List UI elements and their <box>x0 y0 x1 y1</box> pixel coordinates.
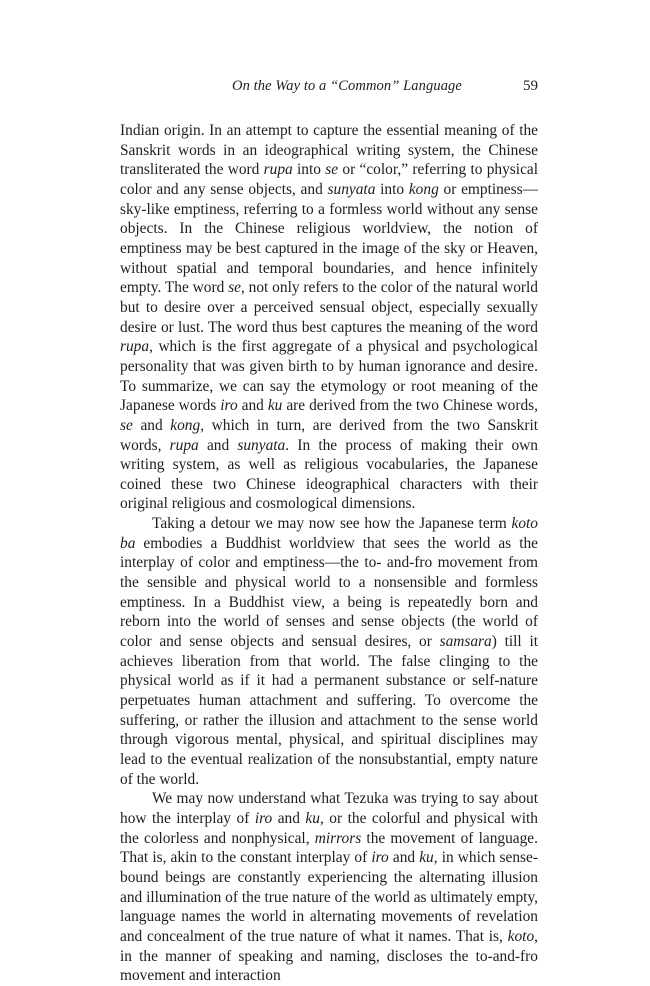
text-run: , which in turn, are derived from the two Sanskrit words, <box>120 416 538 454</box>
text-run: Indian origin. In an attempt to capture the essential meaning of the Sanskrit words in an ideographical writing system, the Chinese transliterated the word <box>120 122 538 179</box>
text-run: and <box>388 849 420 867</box>
text-run: into <box>375 180 409 198</box>
text-run: , or the colorful and physical with the colorless and nonphysical, <box>120 809 538 847</box>
text-run: , not only refers to the color of the natural world but to desire over a perceived sensual object, especially sexually desire or lust. The word thus best captures the meaning of the word <box>120 279 539 336</box>
italic-term: ku <box>267 397 283 415</box>
italic-term: rupa <box>169 436 199 454</box>
italic-term: se <box>325 161 339 179</box>
paragraph-3 <box>120 789 538 986</box>
italic-term: iro <box>371 849 389 867</box>
text-run: into <box>292 161 326 179</box>
italic-term: samsara <box>439 633 492 651</box>
text-run: the movement of language. That is, akin to the constant interplay of <box>120 829 538 867</box>
text-run: , in which sense-bound beings are constantly experiencing the alternating illusion and illumination of the true nature of the world as ultimately empty, language names the world in alternating movements of revelation and concealment of the true nature of what it names. That is, <box>120 849 539 945</box>
italic-term: sunyata <box>237 436 286 454</box>
running-title: On the Way to a “Common” Language <box>232 78 462 94</box>
italic-term: kong <box>408 180 439 198</box>
text-run: , in the manner of speaking and naming, discloses the to-and-fro movement and interaction <box>120 927 538 985</box>
italic-term: ku <box>419 849 434 867</box>
body-text <box>120 121 538 986</box>
italic-term: mirrors <box>314 829 362 847</box>
italic-term: rupa <box>263 161 293 179</box>
italic-term: iro <box>254 809 273 827</box>
page-number: 59 <box>523 78 538 94</box>
text-run: or “color,” referring to physical color and any sense objects, and <box>120 161 539 198</box>
text-run: and <box>198 436 238 454</box>
italic-term: rupa <box>120 338 150 356</box>
italic-term: se <box>120 416 133 434</box>
text-run: are derived from the two Chinese words, <box>282 397 538 415</box>
paragraph-2 <box>120 514 538 789</box>
paragraph-1 <box>120 121 538 514</box>
italic-term: koto <box>507 927 535 945</box>
italic-term: se <box>228 279 241 297</box>
text-run: or emptiness—sky-like emptiness, referring to a formless world without any sense objects. In the Chinese religious worldview, the notion of emptiness may be best captured in the image of the sky or Heaven, without spatial and temporal boundaries, and hence infinitely empty. The word <box>120 180 539 297</box>
text-run: ) till it achieves liberation from that world. The false clinging to the physical world as if it had a permanent substance or self-nature perpetuates human attachment and suffering. To overcome the suffering, or rather the illusion and attachment to the sense world through vigorous mental, physical, and spiritual disciplines may lead to the eventual realization of the nonsubstantial, empty nature of the world. <box>120 633 538 788</box>
text-run: We may now understand what Tezuka was trying to say about how the interplay of <box>120 790 538 827</box>
text-run: and <box>132 416 171 434</box>
text-run: and <box>237 397 268 415</box>
text-run: Taking a detour we may now see how the Japanese term <box>152 515 512 533</box>
italic-term: kong <box>170 416 201 434</box>
italic-term: sunyata <box>327 180 376 198</box>
italic-term: iro <box>220 397 238 415</box>
text-run: embodies a Buddhist worldview that sees the world as the interplay of color and emptiness—the to- and-fro movement from the sensible and physical world to a nonsensible and formless emptiness. In a Buddhist view, a being is repeatedly born and reborn into the world of senses and sense objects (the world of color and sense objects and sensual desires, or <box>120 534 538 651</box>
italic-term: koto ba <box>120 515 538 552</box>
italic-term: ku <box>305 809 320 827</box>
text-run: and <box>272 809 306 827</box>
text-run: . In the process of making their own writing system, as well as religious vocabularies, the Japanese coined these two Chinese ideographical characters with their original religious and cosmological dimensions. <box>120 436 538 513</box>
text-run: , which is the first aggregate of a physical and psychological personality that was given birth to by human ignorance and desire. To summarize, we can say the etymology or root meaning of the Japanese words <box>120 338 538 415</box>
running-head <box>120 78 538 98</box>
